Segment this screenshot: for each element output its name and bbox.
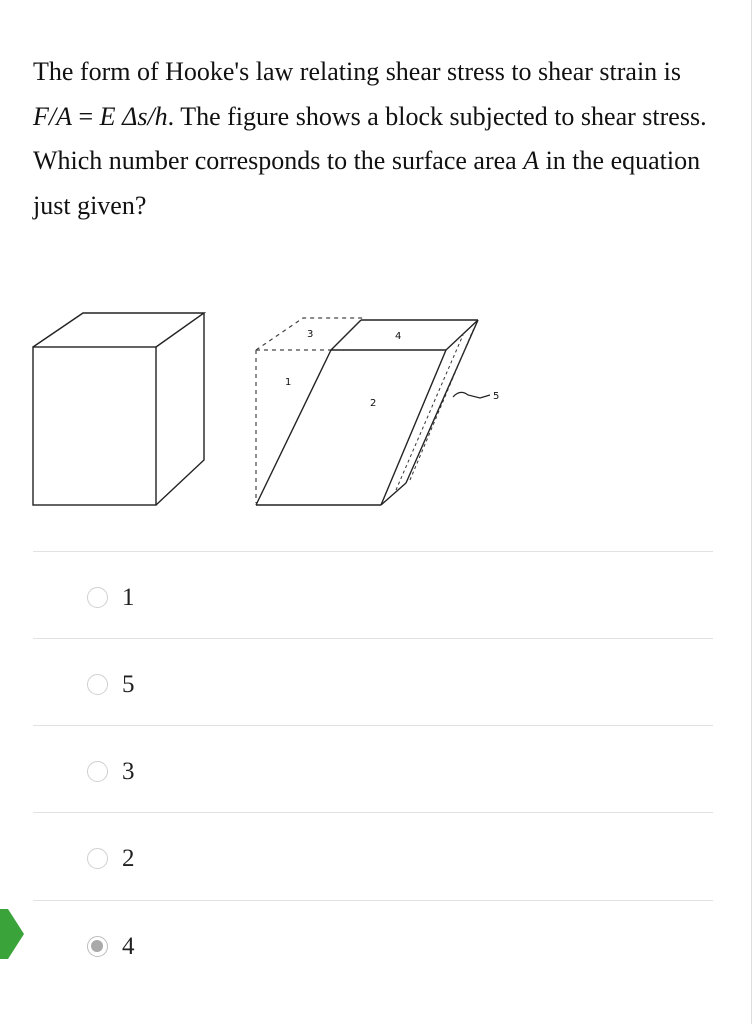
right-border	[751, 0, 752, 1024]
figure-label-4: 4	[395, 331, 402, 342]
option-label: 3	[122, 758, 135, 785]
label-5-pointer	[453, 392, 490, 398]
shear-figure	[28, 305, 518, 520]
option-4[interactable]	[33, 900, 713, 987]
option-label: 5	[122, 671, 135, 698]
figure-label-3: 3	[307, 329, 314, 340]
radio-button[interactable]	[87, 587, 108, 608]
option-3[interactable]	[33, 725, 713, 812]
original-block-outline	[256, 318, 363, 503]
option-label: 1	[122, 584, 135, 611]
side-hatching	[396, 330, 473, 490]
selected-answer-marker-icon	[0, 909, 24, 959]
radio-button[interactable]	[87, 848, 108, 869]
radio-button[interactable]	[87, 761, 108, 782]
figure-label-2: 2	[370, 398, 377, 409]
unstressed-cube	[33, 313, 204, 505]
figure-label-1: 1	[285, 377, 292, 388]
figure-label-5: 5	[493, 391, 500, 402]
radio-button[interactable]	[87, 674, 108, 695]
sheared-block	[256, 320, 478, 505]
option-1[interactable]	[33, 551, 713, 638]
question-text: The form of Hooke's law relating shear stress to shear strain is F/A = E Δs/h. The figure shows a block subjected to shear stress. Which number corresponds to the surface area A in the equation just given?	[33, 57, 707, 220]
option-label: 2	[122, 845, 135, 872]
option-label: 4	[122, 933, 135, 960]
option-5[interactable]	[33, 638, 713, 725]
option-2[interactable]	[33, 812, 713, 899]
radio-button-selected[interactable]	[87, 936, 108, 957]
